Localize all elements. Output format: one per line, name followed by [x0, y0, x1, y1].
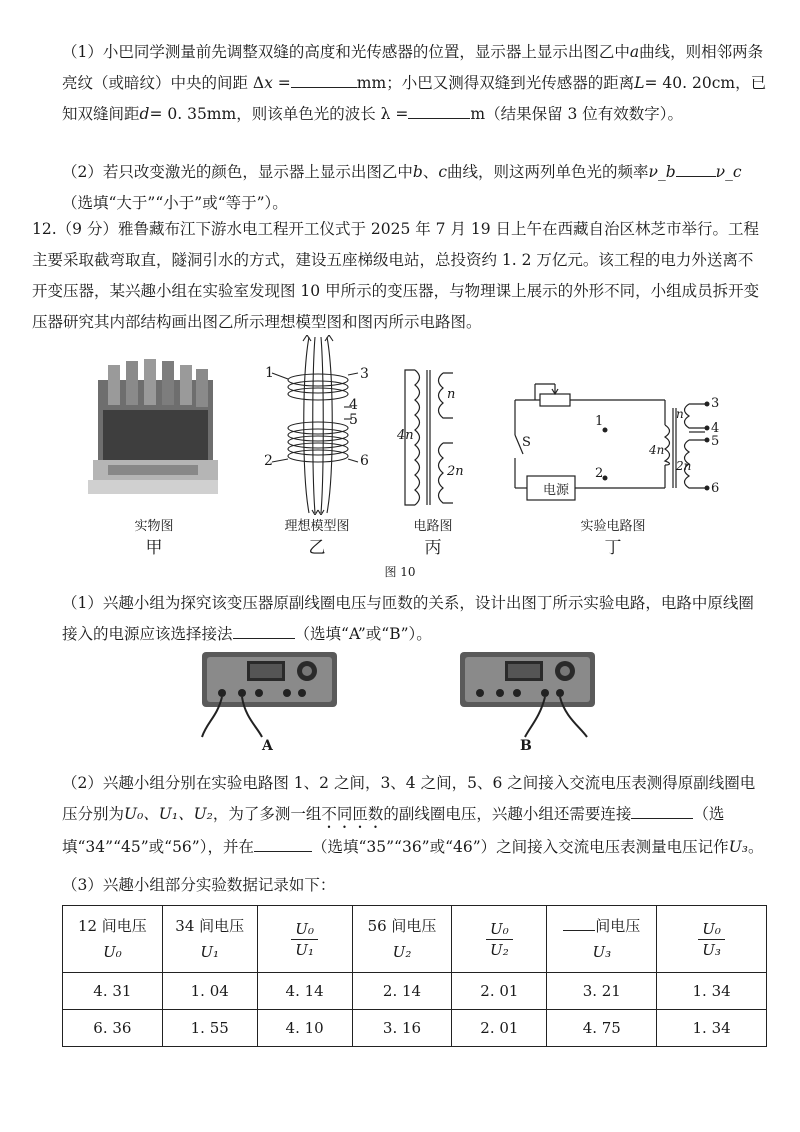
- q12-part1: （1）兴趣小组为探究该变压器原副线圈电压与匝数的关系，设计出图丁所示实验电路，电路中原线圈接入的电源应该选择接法 （选填“A”或“B”）。: [62, 594, 754, 643]
- ding-terminal-2: 2: [595, 466, 604, 481]
- q11-part1: （1）小巴同学测量前先调整双缝的高度和光传感器的位置，显示器上显示出图乙中a曲线，则相邻两条亮纹（或暗纹）中央的间距 Δx = mm；小巴又测得双缝到光传感器的距离L= 40. 20cm，已知双缝间距d= 0. 35mm，则该单色光的波长 λ = m（结果保留 3 位有效数字）。: [62, 43, 767, 123]
- coil-2n-label: 2n: [447, 464, 464, 479]
- q12-part3: （3）兴趣小组部分实验数据记录如下：: [62, 876, 336, 894]
- terminal-4: 4: [349, 397, 358, 413]
- table-cell: 4. 10: [257, 1010, 352, 1047]
- table-row: [63, 973, 767, 1010]
- data-table: [62, 905, 767, 1047]
- terminal-6: 6: [360, 453, 369, 469]
- switch-label: S: [522, 435, 531, 450]
- option-a-label: A: [262, 738, 273, 754]
- fig-jia: 甲: [145, 538, 163, 558]
- transformer-photo: [88, 355, 218, 505]
- terminal-5: 5: [349, 412, 358, 428]
- q11-part2: （2）若只改变激光的颜色，显示器上显示出图乙中b、c曲线，则这两列单色光的频率ν_b ν_c （选填“大于”“小于”或“等于”）。: [62, 157, 767, 219]
- fig-ding: 丁: [604, 538, 622, 558]
- table-cell: 2. 01: [452, 1010, 547, 1047]
- table-cell: 1. 04: [162, 973, 257, 1010]
- table-cell: 4. 31: [63, 973, 163, 1010]
- table-row: [63, 1010, 767, 1047]
- power-supply-option-a: [197, 647, 342, 742]
- header-u3: 间电压 U₃: [547, 906, 657, 973]
- answer-blank-frequency[interactable]: [676, 158, 716, 177]
- power-source-label: 电源: [542, 483, 569, 498]
- ding-coil-4n: 4n: [649, 443, 665, 457]
- ding-coil-n: n: [676, 407, 684, 421]
- terminal-3: 3: [360, 366, 369, 382]
- answer-blank-dx[interactable]: [291, 69, 357, 88]
- answer-blank-voltmeter[interactable]: [254, 833, 312, 852]
- table-cell: 2. 01: [452, 973, 547, 1010]
- fig-ding-label: 实验电路图: [580, 519, 646, 534]
- terminal-2: 2: [264, 453, 273, 469]
- question-number: 12.: [32, 220, 57, 238]
- coil-n-label: n: [447, 387, 456, 402]
- header-u2: 56 间电压 U₂: [352, 906, 452, 973]
- fig-bing-label: 电路图: [413, 519, 453, 534]
- q12-intro: 12.（9 分）雅鲁藏布江下游水电工程开工仪式于 2025 年 7 月 19 日上午在西藏自治区林芝市举行。工程主要采取截弯取直，隧洞引水的方式，建设五座梯级电站，总投资约 1. 2 万亿元。该工程的电力外送离不开变压器，某兴趣小组在实验室发现图 10 甲所示的变压器，与物理课上展示的外形不同，小组成员拆开变压器研究其内部结构画出图乙所示理想模型图和图丙所示电路图。: [32, 220, 760, 331]
- fig-yi-label: 理想模型图: [284, 519, 350, 534]
- table-cell: 4. 14: [257, 973, 352, 1010]
- answer-blank-connect[interactable]: [631, 800, 693, 819]
- table-cell: 3. 21: [547, 973, 657, 1010]
- header-ratio-u0-u2: $\frac{\text{U₀}}{\text{U₂}}$: [452, 906, 547, 973]
- table-cell: 6. 36: [63, 1010, 163, 1047]
- terminal-1: 1: [265, 365, 274, 381]
- table-cell: 1. 34: [657, 973, 767, 1010]
- ding-terminal-4: 4: [711, 421, 720, 436]
- q12-part2: （2）兴趣小组分别在实验电路图 1、2 之间，3、4 之间，5、6 之间接入交流电压表测得原副线圈电压分别为U₀、U₁、U₂，为了多测一组不同匝数的副线圈电压，兴趣小组还需要连接 （选填“34”“45”或“56”），并在 （选填“35”“36”或“46”）之间接入交流电压表测量电压记作U₃。: [62, 774, 764, 856]
- answer-blank-lambda[interactable]: [408, 100, 470, 119]
- header-ratio-u0-u3: $\frac{\text{U₀}}{\text{U₃}}$: [657, 906, 767, 973]
- figure-caption: 图 10: [384, 565, 416, 579]
- table-cell: 1. 55: [162, 1010, 257, 1047]
- table-cell: 3. 16: [352, 1010, 452, 1047]
- table-cell: 4. 75: [547, 1010, 657, 1047]
- table-header-row: [63, 906, 767, 973]
- table-cell: 1. 34: [657, 1010, 767, 1047]
- header-u0: 12 间电压 U₀: [63, 906, 163, 973]
- fig-jia-label: 实物图: [134, 519, 174, 534]
- ding-terminal-6: 6: [711, 481, 720, 496]
- power-supply-option-b: [455, 647, 600, 742]
- answer-blank-terminal[interactable]: [563, 914, 595, 931]
- ding-terminal-5: 5: [711, 434, 720, 449]
- answer-blank-connection[interactable]: [233, 620, 295, 639]
- option-b-label: B: [520, 738, 532, 754]
- ding-coil-2n: 2n: [676, 459, 692, 473]
- ding-terminal-1: 1: [595, 414, 604, 429]
- table-cell: 2. 14: [352, 973, 452, 1010]
- coil-4n-label: 4n: [397, 428, 414, 443]
- header-u1: 34 间电压 U₁: [162, 906, 257, 973]
- fig-yi: 乙: [308, 538, 326, 558]
- fig-bing: 丙: [424, 538, 442, 558]
- header-ratio-u0-u1: $\frac{\text{U₀}}{\text{U₁}}$: [257, 906, 352, 973]
- ding-terminal-3: 3: [711, 396, 720, 411]
